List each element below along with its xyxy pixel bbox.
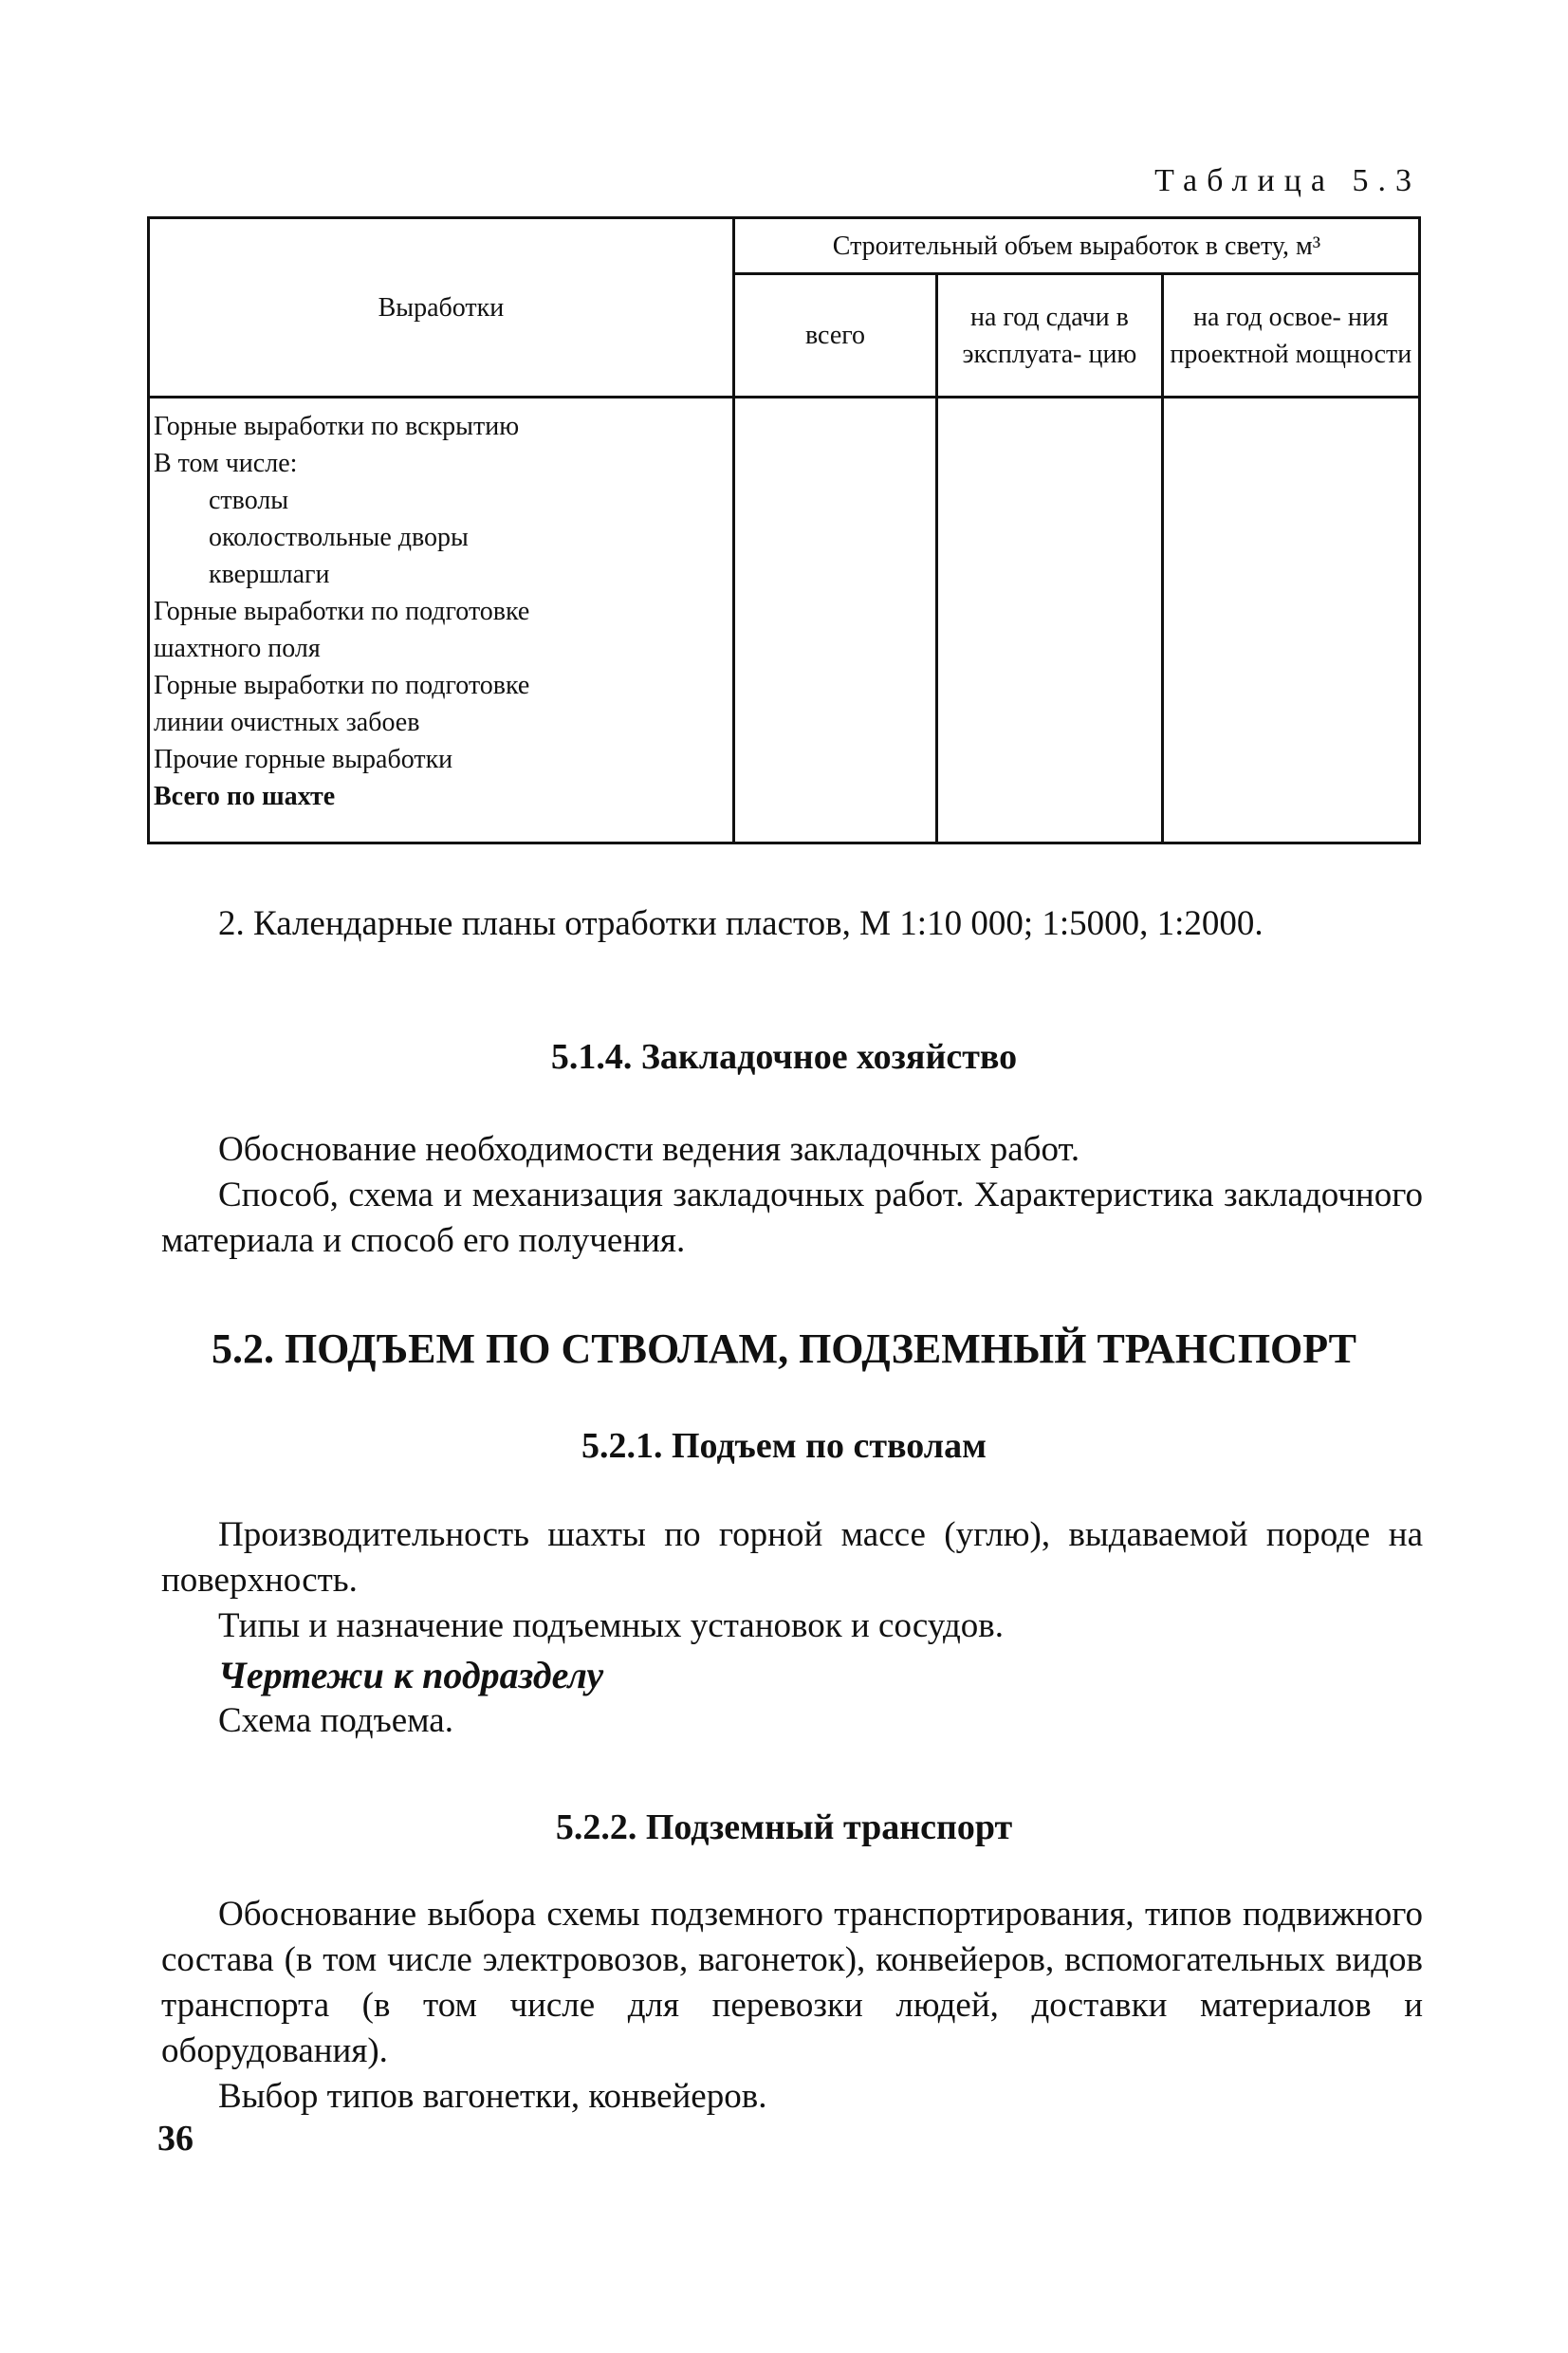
section-5-1-4-body	[161, 1127, 1423, 1264]
paragraph: Производительность шахты по горной массе (углю), выдаваемой породе на поверхность.	[161, 1515, 1423, 1600]
cell-total-empty	[733, 398, 936, 843]
header-design-capacity-year: на год освое- ния проектной мощности	[1162, 274, 1419, 398]
cell-commissioning-empty	[937, 398, 1162, 843]
header-volume-group: Строительный объем выработок в свету, м³	[733, 218, 1419, 274]
paragraph: Схема подъема.	[218, 1701, 453, 1740]
section-5-2-1-body	[161, 1512, 1423, 1649]
table-row-label: В том числе:	[154, 449, 298, 478]
table-row-label: околоствольные дворы	[209, 523, 469, 552]
table-row-label: шахтного поля	[154, 634, 321, 663]
calendar-plans-paragraph	[161, 901, 1423, 947]
paragraph: 2. Календарные планы отработки пластов, М 1:10 000; 1:5000, 1:2000.	[218, 904, 1264, 943]
paragraph: Обоснование необходимости ведения закладочных работ.	[218, 1130, 1080, 1169]
section-5-2-1-title: 5.2.1. Подъем по стволам	[581, 1426, 987, 1466]
workings-list	[149, 398, 734, 843]
table-caption: Таблица 5.3	[1154, 163, 1421, 198]
header-workings: Выработки	[149, 218, 734, 398]
table-row-label: стволы	[209, 486, 289, 515]
section-5-1-4-title: 5.1.4. Закладочное хозяйство	[550, 1037, 1018, 1077]
section-5-2-2-title: 5.2.2. Подземный транспорт	[555, 1807, 1013, 1847]
drawings-label: Чертежи к подразделу	[218, 1654, 604, 1696]
table-row-label: Горные выработки по подготовке	[154, 597, 530, 626]
page-number: 36	[157, 2119, 194, 2158]
section-5-2-2-body	[161, 1892, 1423, 2120]
section-5-2-1-drawings-body	[161, 1698, 1423, 1744]
table-row-label: Прочие горные выработки	[154, 745, 453, 774]
table-row-label: Горные выработки по вскрытию	[154, 412, 520, 441]
paragraph: Выбор типов вагонетки, конвейеров.	[218, 2077, 767, 2116]
table-row-label: квершлаги	[209, 560, 330, 589]
workings-volume-table	[147, 216, 1421, 844]
paragraph: Обоснование выбора схемы подземного транспортирования, типов подвижного состава (в том числе электровозов, вагонеток), конвейеров, вспомогательных видов транспорта (в том числе для перевозки людей, доставки материалов и оборудования).	[161, 1895, 1423, 2070]
header-total: всего	[733, 274, 936, 398]
table-row-total-label: Всего по шахте	[154, 782, 336, 811]
section-5-2-title: 5.2. ПОДЪЕМ ПО СТВОЛАМ, ПОДЗЕМНЫЙ ТРАНСПОРТ	[211, 1325, 1357, 1372]
paragraph: Типы и назначение подъемных установок и сосудов.	[218, 1606, 1005, 1645]
table-row-label: Горные выработки по подготовке	[154, 671, 530, 700]
header-commissioning-year: на год сдачи в эксплуата- цию	[937, 274, 1162, 398]
paragraph: Способ, схема и механизация закладочных работ. Характеристика закладочного материала и способ его получения.	[161, 1176, 1423, 1260]
table-row-label: линии очистных забоев	[154, 708, 420, 737]
cell-design-capacity-empty	[1162, 398, 1419, 843]
